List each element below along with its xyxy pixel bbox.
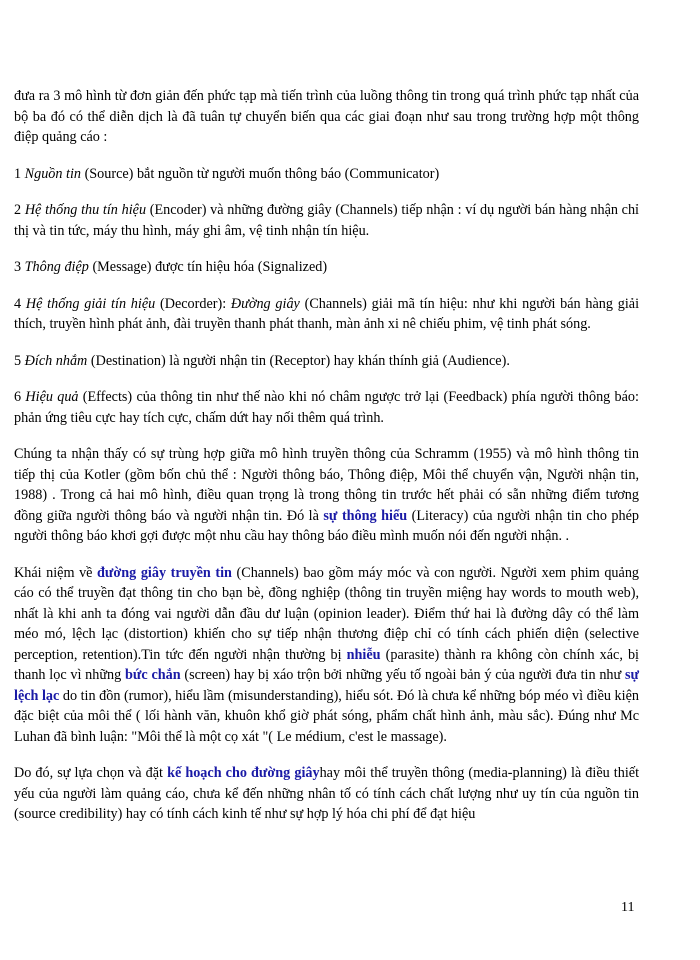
document-body [14, 86, 639, 841]
italic-term: Nguồn tin [24, 165, 82, 182]
paragraph-text: (Literacy) của người nhận tin cho phép người thông báo khơi gợi được một nhu cầu hay thông báo điều mình muốn nói đến người nhận. . [14, 507, 639, 544]
paragraph-text: (Channels) giải mã tín hiệu: như khi người bán hàng giải thích, truyền hình phát ảnh, đài truyền thanh phát thanh, màn ảnh xi nê chiếu phim, vệ tinh phát sóng. [14, 295, 640, 332]
highlighted-term: sự thông hiểu [323, 507, 408, 524]
highlighted-term: bức chắn [124, 667, 181, 683]
paragraph-text: (Encoder) và những đường giây (Channels) tiếp nhận : ví dụ người bán hàng nhận chỉ thị và tin tức, máy thu hình, máy ghi âm, vệ tinh nhận tín hiệu. [14, 202, 640, 239]
italic-term: Đường giây [230, 295, 300, 312]
paragraph-text: đưa ra 3 mô hình từ đơn giản đến phức tạp mà tiến trình của luồng thông tin trong quá trình phức tạp nhất của bộ ba đó có thể diễn dịch là đã tuân tự chuyển biến qua các giai đoạn như sau trong trường hợp một thông điệp quảng cáo : [14, 88, 639, 145]
paragraph [14, 763, 639, 825]
paragraph [14, 86, 639, 148]
paragraph-text: (Decorder): [155, 295, 231, 312]
highlighted-term: nhiễu [346, 646, 381, 663]
paragraph [14, 563, 639, 748]
italic-term: Đích nhắm [24, 352, 88, 369]
paragraph-text: 2 [14, 202, 25, 218]
paragraph-text: 3 [14, 259, 25, 275]
highlighted-term: kế hoạch cho đường giây [167, 765, 320, 781]
paragraph [14, 257, 639, 278]
paragraph-text: 6 [14, 389, 26, 405]
italic-term: Hệ thống giải tín hiệu [25, 295, 156, 312]
paragraph-text: (parasite) thành ra không còn chính xác, bị thanh lọc vì những [14, 646, 639, 683]
paragraph-text: 4 [14, 295, 26, 312]
paragraph-text: (Channels) bao gồm máy móc và con người. Người xem phim quảng cáo có thể truyền đạt thông tin cho bạn bè, đồng nghiệp (thông tin truyền miệng hay words to mouth web), nhất là khi anh ta đóng vai người dẫn đầu dư luận (opinion leader). Điểm thứ hai là đường dây có thể làm méo mó, lệch lạc (distortion) khiến cho sự tiếp nhận thương điệp chỉ có tính cách phiến diện (selective perception, retention).Tin tức đến người nhận thường bị [14, 564, 640, 663]
paragraph [14, 387, 639, 428]
paragraph [14, 200, 639, 241]
highlighted-term: sự lệch lạc [14, 667, 640, 704]
paragraph-text: Do đó, sự lựa chọn và đặt [14, 765, 168, 781]
paragraph-text: (Source) bắt nguồn từ người muốn thông báo (Communicator) [81, 165, 440, 182]
paragraph [14, 444, 639, 547]
paragraph-text: (Message) được tín hiệu hóa (Signalized) [88, 259, 328, 275]
page-number: 11 [621, 900, 635, 915]
paragraph-text: 1 [14, 165, 25, 182]
paragraph-text: (Destination) là người nhận tin (Receptor) hay khán thính giả (Audience). [87, 352, 510, 369]
paragraph-text: (Effects) của thông tin như thế nào khi nó châm ngược trở lại (Feedback) phía người thông báo: phản ứng tiêu cực hay tích cực, chấm dứt hay nối thêm quá trình. [14, 389, 639, 426]
paragraph-text: hay môi thể truyền thông (media-planning) là điều thiết yếu của người làm quảng cáo, chưa kể đến những nhân tố có tính cách chất lượng như uy tín của nguồn tin (source credibility) hay có tính cách kinh tế như sự hợp lý hóa chi phí để đạt hiệu [14, 765, 640, 822]
highlighted-term: đường giây truyền tin [97, 564, 232, 581]
paragraph-text: do tin đồn (rumor), hiểu lầm (misunderstanding), hiểu sót. Đó là chưa kể những bóp méo vì điều kiện đặc biệt của môi thể ( lối hành văn, khuôn khổ giờ phát sóng, phẩm chất hình ảnh, màu sắc). Đúng như Mc Luhan đã bình luận: "Môi thể là một cọ xát "( Le médium, c'est le massage). [14, 687, 639, 745]
paragraph [14, 294, 639, 335]
italic-term: Hiệu quả [25, 389, 79, 405]
italic-term: Hệ thống thu tín hiệu [24, 202, 147, 218]
paragraph [14, 351, 639, 372]
paragraph-text: (screen) hay bị xáo trộn bởi những yếu tố ngoài bản ý của người đưa tin như [180, 667, 625, 683]
paragraph [14, 164, 639, 185]
paragraph-text: 5 [14, 352, 25, 369]
paragraph-text: Chúng ta nhận thấy có sự trùng hợp giữa mô hình truyền thông của Schramm (1955) và mô hình thông tin tiếp thị của Kotler (gồm bốn chủ thể : Người thông báo, Thông điệp, Môi thể chuyển vận, Người nhận tin, 1988) . Trong cả hai mô hình, điều quan trọng là trong thông tin trước hết phải có sẵn những điểm tương đồng giữa người thông báo và người nhận tin. Đó là [14, 446, 639, 524]
italic-term: Thông điệp [24, 259, 89, 275]
paragraph-text: Khái niệm về [14, 564, 98, 581]
